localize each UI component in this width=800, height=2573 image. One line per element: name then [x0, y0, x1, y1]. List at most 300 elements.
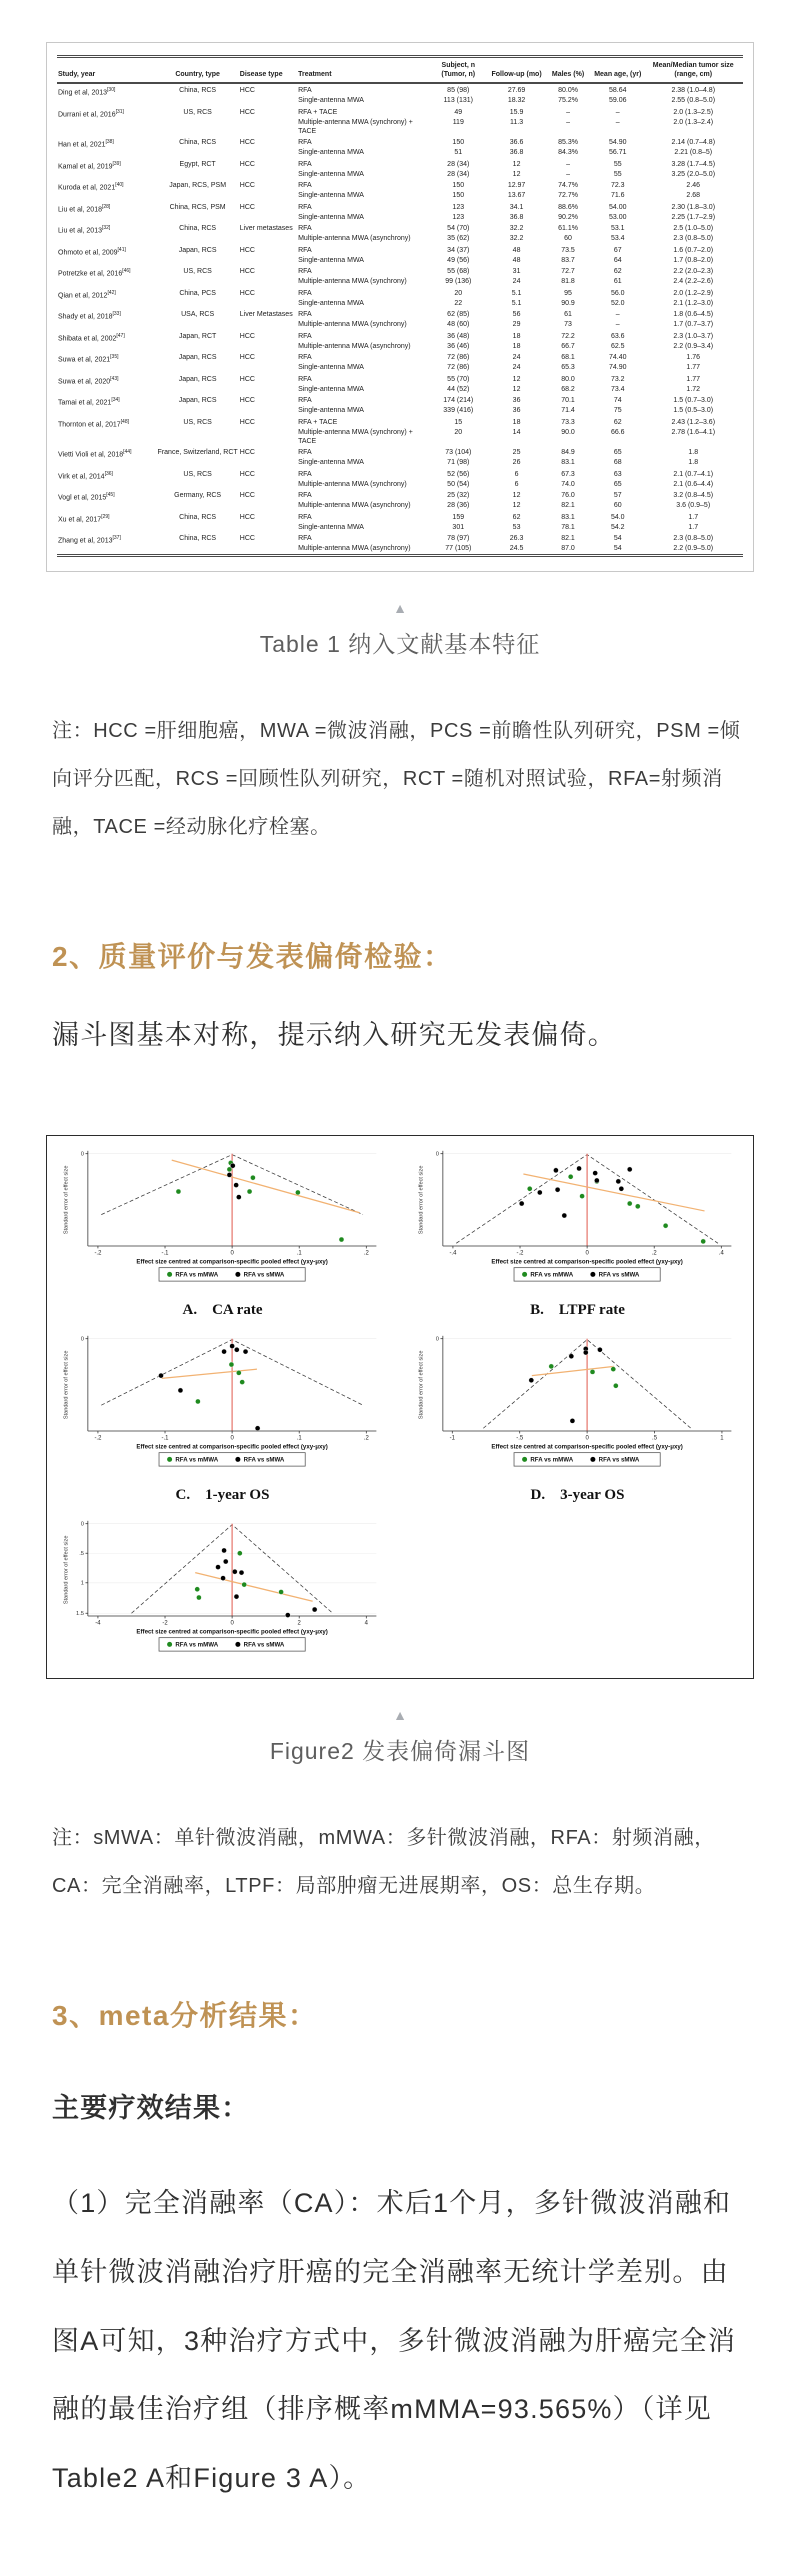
table1-caption: Table 1 纳入文献基本特征 — [259, 630, 541, 657]
collapse-triangle-icon: ▲ — [393, 599, 407, 616]
svg-text:-4: -4 — [95, 1620, 101, 1627]
table-cell: 2.1 (0.6–4.4) — [673, 480, 714, 488]
table-cell: 83.7 — [561, 256, 575, 264]
table-cell: Shibata et al, 2002[47] — [58, 332, 125, 342]
svg-text:0: 0 — [230, 1435, 234, 1442]
table-cell: 57 — [613, 492, 622, 499]
section2-heading: 2、质量评价与发表偏倚检验： — [52, 940, 453, 972]
table-cell: 65.3 — [561, 364, 575, 371]
table-cell: Ohmoto et al, 2009[41] — [58, 246, 126, 256]
table-cell: 72 (86) — [447, 354, 470, 361]
svg-text:0: 0 — [80, 1521, 85, 1528]
table-cell: 53.1 — [610, 225, 625, 232]
table-cell: 67 — [613, 246, 622, 254]
table-cell: 28 (34) — [447, 160, 470, 168]
svg-text:RFA vs sMWA: RFA vs sMWA — [243, 1271, 285, 1279]
table-cell: Multiple-antenna MWA (synchrony) + TACE — [298, 428, 413, 445]
table-column-header: Country, type — [156, 57, 238, 84]
table-cell: HCC — [239, 268, 255, 275]
table-cell: Kamal et al, 2019[39] — [58, 160, 121, 170]
table-cell: 62 — [512, 513, 521, 521]
table-cell: 2.0 (1.3–2.4) — [673, 118, 714, 126]
table-cell: 71.6 — [610, 192, 625, 199]
table-cell: Single-antenna MWA — [298, 364, 364, 371]
table-cell: 60 — [564, 235, 572, 242]
table-cell: 78.1 — [561, 523, 575, 531]
svg-text:1: 1 — [80, 1580, 85, 1587]
svg-text:Standard error of effect size: Standard error of effect size — [418, 1165, 425, 1235]
table-cell: Single-antenna MWA — [298, 459, 364, 466]
table-cell: China, RCS — [179, 139, 217, 146]
table-cell: 2.68 — [686, 192, 701, 199]
table-cell: 12 — [512, 160, 521, 168]
table-cell: RFA — [298, 535, 312, 542]
table-cell: 12 — [512, 170, 521, 178]
table-cell: 339 (416) — [443, 407, 474, 414]
table-cell: Single-antenna MWA — [298, 170, 364, 178]
table-cell: 1.6 (0.7–2.0) — [673, 246, 714, 254]
table-cell: 84.3% — [558, 149, 578, 156]
svg-text:0: 0 — [230, 1251, 234, 1258]
table-cell: Qian et al, 2012[42] — [58, 289, 116, 299]
table-cell: 34.1 — [509, 203, 524, 211]
table-cell: 65 — [613, 449, 622, 456]
table-cell: Multiple-antenna MWA (synchrony) — [298, 278, 407, 285]
table-cell: 54.90 — [608, 139, 627, 146]
table-cell: 1.77 — [686, 364, 701, 371]
table-cell: 3.25 (2.0–5.0) — [671, 170, 716, 178]
table-cell: RFA — [298, 87, 312, 94]
table-row — [57, 330, 743, 342]
table-cell: 62 (85) — [447, 311, 470, 318]
table-cell: 2.30 (1.8–3.0) — [671, 203, 716, 211]
table-cell: 50 (54) — [447, 480, 470, 488]
table-cell: Shady et al, 2018[33] — [58, 311, 121, 321]
table-row — [57, 179, 743, 191]
table-cell: Japan, RCS — [178, 354, 217, 361]
table-row — [57, 244, 743, 256]
table-row — [57, 351, 743, 363]
table-cell: 95 — [564, 289, 572, 297]
table-cell: 56.0 — [610, 289, 625, 297]
table-cell: HCC — [239, 108, 255, 116]
table-cell: 35 (62) — [447, 235, 470, 242]
svg-text:0: 0 — [80, 1336, 85, 1343]
table-cell: 72.7% — [558, 192, 578, 199]
table-cell: Tamai et al, 2021[34] — [58, 397, 120, 407]
table-cell: Single-antenna MWA — [298, 523, 364, 531]
table-cell: Single-antenna MWA — [298, 299, 364, 307]
svg-text:0: 0 — [435, 1336, 440, 1343]
table-cell: RFA — [298, 470, 312, 478]
svg-text:-.2: -.2 — [516, 1251, 524, 1258]
table-cell: Japan, RCS — [178, 397, 217, 404]
table-cell: 150 — [452, 192, 465, 199]
table-cell: HCC — [239, 139, 255, 146]
table-row — [57, 468, 743, 480]
table-cell: China, RCS — [179, 535, 217, 542]
table-cell: HCC — [239, 182, 255, 189]
svg-text:-.2: -.2 — [94, 1435, 102, 1442]
funnel-plot-a — [59, 1146, 386, 1327]
table-cell: 25 — [512, 449, 521, 456]
table-cell: Potretzke et al, 2016[46] — [58, 268, 131, 278]
table-cell: 73.3 — [561, 418, 575, 426]
table-row — [57, 83, 743, 96]
table-cell: 24 — [512, 364, 521, 371]
table-cell: 18 — [512, 418, 521, 426]
table-cell: China, RCS, PSM — [169, 203, 226, 211]
table-cell: 99 (136) — [445, 278, 472, 285]
section3-subheading: 主要疗效结果： — [52, 2092, 250, 2123]
table-cell: 87.0 — [561, 545, 575, 552]
table-cell: 1.8 — [688, 459, 699, 466]
table-column-header: Mean age, (yr) — [592, 57, 643, 84]
svg-text:RFA vs mMWA: RFA vs mMWA — [530, 1271, 574, 1279]
table-cell: 2.3 (0.8–5.0) — [673, 535, 714, 542]
table-cell: 62 — [613, 418, 622, 426]
table-cell: 49 (56) — [447, 256, 470, 264]
table-cell: 2.78 (1.6–4.1) — [671, 428, 716, 436]
svg-text:Standard error of effect size: Standard error of effect size — [63, 1350, 70, 1420]
svg-text:-.2: -.2 — [94, 1251, 102, 1258]
table-cell: 74.90 — [608, 364, 627, 371]
table-cell: 52 (56) — [447, 470, 470, 478]
table-cell: 61.1% — [558, 225, 578, 232]
table-cell: 63 — [613, 470, 622, 478]
table1-note: 注：HCC =肝细胞癌，MWA =微波消融，PCS =前瞻性队列研究，PSM =倾向评分匹配，RCS =回顾性队列研究，RCT =随机对照试验，RFA=射频消融，TACE =经动脉化疗栓塞。 — [52, 719, 741, 838]
table-cell: 74.40 — [608, 354, 627, 361]
table-cell: 55 (68) — [447, 268, 470, 275]
table-cell: 82.1 — [561, 502, 575, 509]
table-cell: 22 — [454, 299, 463, 307]
table-cell: RFA + TACE — [298, 108, 338, 116]
table-cell: Xu et al, 2017[29] — [58, 513, 110, 523]
svg-text:Effect size centred at compari: Effect size centred at comparison-specific pooled effect (yxy-μxy) — [136, 1443, 328, 1451]
table-cell: 51 — [454, 149, 463, 156]
table-cell: Multiple-antenna MWA (asynchrony) — [298, 235, 411, 242]
table-cell: RFA — [298, 311, 312, 318]
table-cell: 75 — [613, 407, 622, 414]
table-row — [57, 416, 743, 428]
table-cell: 3.28 (1.7–4.5) — [671, 160, 716, 168]
table-cell: 48 — [512, 246, 521, 254]
table-cell: HCC — [239, 87, 255, 94]
table-column-header: Subject, n (Tumor, n) — [427, 57, 489, 84]
table-cell: 74 — [613, 397, 622, 404]
table-cell: 54 — [613, 535, 622, 542]
svg-text:RFA vs sMWA: RFA vs sMWA — [598, 1456, 640, 1464]
table-cell: 61 — [613, 278, 622, 285]
table-cell: Multiple-antenna MWA (synchrony) + TACE — [298, 118, 413, 135]
table-cell: 2.38 (1.0–4.8) — [671, 87, 716, 94]
table-cell: 25 (32) — [447, 492, 470, 499]
svg-text:0: 0 — [585, 1435, 589, 1442]
table-cell: HCC — [239, 449, 255, 456]
svg-text:1: 1 — [720, 1435, 724, 1442]
table-cell: 12 — [512, 385, 521, 393]
table-cell: 1.7 — [688, 523, 699, 531]
table-cell: 55 (70) — [447, 375, 470, 383]
table-cell: 54 — [613, 545, 622, 552]
table-cell: 1.72 — [686, 385, 701, 393]
table-cell: 2.55 (0.8–5.0) — [671, 97, 716, 104]
table-cell: 83.1 — [561, 513, 575, 521]
table-cell: 90.2% — [558, 213, 578, 221]
table-cell: 61 — [564, 311, 572, 318]
table-cell: RFA + TACE — [298, 418, 338, 426]
table-cell: Japan, RCS — [178, 375, 217, 383]
table-cell: Zhang et al, 2013[37] — [58, 535, 121, 545]
table-cell: HCC — [239, 160, 255, 168]
table-cell: Japan, RCT — [178, 332, 217, 340]
table-cell: Liver metastases — [239, 225, 293, 232]
table-cell: 52.0 — [610, 299, 625, 307]
table-cell: 36.8 — [509, 149, 524, 156]
table-cell: Vogl et al, 2015[45] — [58, 492, 115, 502]
table-cell: 2.2 (2.0–2.3) — [673, 268, 714, 275]
table-column-header: Males (%) — [544, 57, 592, 84]
table-cell: 123 — [452, 203, 465, 211]
table-cell: 32.2 — [509, 225, 524, 232]
table-cell: RFA — [298, 492, 312, 499]
table-row — [57, 394, 743, 406]
table-cell: RFA — [298, 449, 312, 456]
table-cell: 2.3 (1.0–3.7) — [673, 332, 714, 340]
figure2-caption: Figure2 发表偏倚漏斗图 — [269, 1737, 531, 1764]
table-cell: 72.2 — [561, 332, 575, 340]
table-cell: Germany, RCS — [174, 492, 222, 499]
table-cell: US, RCS — [183, 470, 212, 478]
study-characteristics-table — [57, 55, 743, 557]
table-cell: 26 — [512, 459, 521, 466]
table-cell: Multiple-antenna MWA (synchrony) — [298, 480, 407, 488]
table-cell: 2.43 (1.2–3.6) — [671, 418, 716, 426]
svg-text:-.4: -.4 — [449, 1251, 457, 1258]
table-cell: 73 (104) — [445, 449, 472, 456]
table-cell: US, RCS — [183, 268, 212, 275]
funnel-plot-a-caption: A. CA rate — [182, 1302, 263, 1319]
table-cell: HCC — [239, 513, 255, 521]
svg-text:.1: .1 — [296, 1435, 302, 1442]
table-cell: Liver Metastases — [239, 311, 293, 318]
table-cell: 159 — [452, 513, 465, 521]
table-cell: 119 — [452, 118, 464, 126]
table-cell: 48 — [512, 256, 521, 264]
table-cell: RFA — [298, 225, 312, 232]
table-cell: 14 — [512, 428, 521, 436]
funnel-plot-b — [414, 1146, 741, 1327]
table-cell: 2.21 (0.8–5) — [674, 149, 713, 156]
svg-text:Effect size centred at compari: Effect size centred at comparison-specific pooled effect (yxy-μxy) — [136, 1628, 328, 1636]
table-cell: 1.7 — [688, 513, 699, 521]
table-cell: 44 (52) — [447, 385, 470, 393]
table-column-header: Follow-up (mo) — [489, 57, 544, 84]
table-cell: 12 — [512, 502, 521, 509]
funnel-plot-d-caption: D. 3-year OS — [530, 1487, 625, 1504]
table-cell: Suwa et al, 2020[43] — [58, 375, 119, 385]
table-cell: 2.5 (1.0–5.0) — [673, 225, 714, 232]
table-cell: 3.6 (0.9–5) — [676, 502, 711, 509]
table-cell: China, RCS — [179, 225, 217, 232]
table-cell: 66.7 — [561, 342, 575, 350]
svg-text:0: 0 — [585, 1251, 589, 1258]
table-cell: RFA — [298, 289, 312, 297]
table-row — [57, 201, 743, 213]
table-cell: RFA — [298, 246, 312, 254]
table-cell: 2.46 — [686, 182, 701, 189]
figure2-figure — [46, 1135, 754, 1679]
table-cell: 1.7 (0.8–2.0) — [673, 256, 714, 264]
table-cell: Kuroda et al, 2021[40] — [58, 182, 124, 192]
table-cell: Durrani et al, 2016[31] — [58, 108, 124, 118]
table-row — [57, 222, 743, 234]
svg-text:Standard error of effect size: Standard error of effect size — [63, 1535, 70, 1605]
table-cell: China, PCS — [179, 289, 216, 297]
svg-text:Standard error of effect size: Standard error of effect size — [63, 1165, 70, 1235]
svg-text:Effect size centred at compari: Effect size centred at comparison-specific pooled effect (yxy-μxy) — [491, 1258, 683, 1266]
table-row — [57, 373, 743, 385]
table-cell: Single-antenna MWA — [298, 256, 364, 264]
table-cell: 54 (70) — [447, 225, 470, 232]
collapse-triangle-icon: ▲ — [393, 1706, 407, 1723]
table-cell: 5.1 — [511, 299, 522, 307]
table-cell: Suwa et al, 2021[35] — [58, 354, 119, 364]
table-cell: 27.69 — [507, 87, 526, 94]
table-cell: Japan, RCS, PSM — [169, 182, 227, 189]
table-cell: 74.7% — [558, 182, 578, 189]
table-cell: 28 (34) — [447, 170, 470, 178]
svg-text:RFA vs mMWA: RFA vs mMWA — [175, 1271, 219, 1279]
table-cell: 2.2 (0.9–3.4) — [673, 342, 714, 350]
table-cell: 53 — [512, 523, 521, 531]
table-cell: 29 — [512, 321, 521, 328]
table-cell: 72.3 — [610, 182, 625, 189]
table-cell: 28 (36) — [447, 502, 470, 509]
table-cell: 1.76 — [686, 354, 701, 361]
table-cell: 83.1 — [561, 459, 575, 466]
table-cell: China, RCS — [179, 513, 217, 521]
table-cell: 2.1 (1.2–3.0) — [673, 299, 714, 307]
table-cell: 74.0 — [561, 480, 575, 488]
table-cell: 49 — [454, 108, 463, 116]
table-cell: HCC — [239, 354, 255, 361]
table-cell: 72.7 — [561, 268, 575, 275]
table-cell: 80.0% — [558, 87, 578, 94]
funnel-plot-b-caption: B. LTPF rate — [530, 1302, 625, 1319]
table-cell: 18 — [512, 332, 521, 340]
table-cell: USA, RCS — [181, 311, 215, 318]
table-cell: Single-antenna MWA — [298, 407, 364, 414]
table-cell: Liu et al, 2013[32] — [58, 225, 111, 235]
table-cell: 1.5 (0.5–3.0) — [673, 407, 714, 414]
table-cell: 12 — [512, 492, 521, 499]
svg-text:.2: .2 — [363, 1251, 369, 1258]
table-cell: 18 — [512, 342, 521, 350]
table-cell: – — [615, 311, 620, 318]
svg-text:0: 0 — [230, 1620, 234, 1627]
svg-text:RFA vs mMWA: RFA vs mMWA — [175, 1456, 219, 1464]
table-cell: 59.06 — [608, 97, 627, 104]
table-cell: RFA — [298, 513, 312, 521]
table-cell: 54.2 — [610, 523, 625, 531]
table-cell: 88.6% — [558, 203, 578, 211]
svg-text:-.5: -.5 — [516, 1435, 524, 1442]
table-cell: 66.6 — [610, 428, 625, 436]
table-cell: Japan, RCS — [178, 246, 217, 254]
table-cell: 53.00 — [608, 213, 627, 221]
table-cell: 84.9 — [561, 449, 575, 456]
table-cell: 1.8 (0.6–4.5) — [673, 311, 714, 318]
table-cell: 36 (46) — [447, 342, 470, 350]
table-cell: 65 — [613, 480, 622, 488]
table-cell: 60 — [613, 502, 622, 509]
table-cell: 85.3% — [558, 139, 578, 146]
table-cell: 90.0 — [561, 428, 575, 436]
table-row — [57, 308, 743, 320]
table-cell: HCC — [239, 397, 255, 404]
table-cell: – — [615, 118, 620, 126]
table-cell: 62.5 — [610, 342, 625, 350]
svg-text:Effect size centred at compari: Effect size centred at comparison-specific pooled effect (yxy-μxy) — [491, 1443, 683, 1451]
table-cell: Single-antenna MWA — [298, 149, 364, 156]
table-row — [57, 489, 743, 501]
table-cell: Multiple-antenna MWA (asynchrony) — [298, 545, 411, 552]
table-cell: 36.8 — [509, 213, 524, 221]
table-cell: – — [615, 108, 620, 116]
svg-text:0: 0 — [435, 1151, 440, 1158]
table-cell: 123 — [452, 213, 465, 221]
table-cell: 1.5 (0.7–3.0) — [673, 397, 714, 404]
svg-text:RFA vs sMWA: RFA vs sMWA — [243, 1641, 285, 1649]
section3-body: （1）完全消融率（CA）：术后1个月，多针微波消融和单针微波消融治疗肝癌的完全消融率无统计学差别。由图A可知，3种治疗方式中，多针微波消融为肝癌完全消融的最佳治疗组（排序概率mMMA=93.565%）（详见Table2 A和Figure 3 A）。 — [52, 2187, 737, 2494]
table-cell: 1.7 (0.7–3.7) — [673, 321, 714, 328]
table-cell: 62 — [613, 268, 622, 275]
table-cell: Single-antenna MWA — [298, 97, 364, 104]
table-cell: Single-antenna MWA — [298, 385, 364, 393]
table-cell: HCC — [239, 203, 255, 211]
table-cell: 56 — [512, 311, 521, 318]
table-cell: – — [566, 170, 570, 178]
table-cell: RFA — [298, 354, 312, 361]
table-cell: – — [566, 160, 570, 168]
funnel-plot-c — [59, 1331, 386, 1512]
table-row — [57, 106, 743, 118]
table-column-header: Mean/Median tumor size (range, cm) — [643, 57, 743, 84]
table-cell: 2.0 (1.2–2.9) — [673, 289, 714, 297]
table-cell: 71 (98) — [447, 459, 470, 466]
table-row — [57, 446, 743, 458]
section3-heading: 3、meta分析结果： — [52, 1999, 318, 2031]
table-cell: US, RCS — [183, 108, 212, 116]
table-cell: 12 — [512, 375, 521, 383]
table-row — [57, 511, 743, 523]
svg-text:RFA vs mMWA: RFA vs mMWA — [175, 1641, 219, 1649]
table-cell: 36 (48) — [447, 332, 470, 340]
table-cell: 82.1 — [561, 535, 575, 542]
funnel-plot-d — [414, 1331, 741, 1512]
table-cell: 67.3 — [561, 470, 575, 478]
table1-figure — [46, 42, 754, 572]
svg-text:-.1: -.1 — [161, 1435, 169, 1442]
table-cell: 68.1 — [561, 354, 575, 361]
table-cell: 15 — [454, 418, 463, 426]
funnel-plots-grid — [59, 1146, 741, 1670]
table-cell: 26.3 — [509, 535, 524, 542]
table-cell: 15.9 — [509, 108, 524, 116]
table-cell: HCC — [239, 289, 255, 297]
table-cell: 11.3 — [510, 118, 524, 126]
